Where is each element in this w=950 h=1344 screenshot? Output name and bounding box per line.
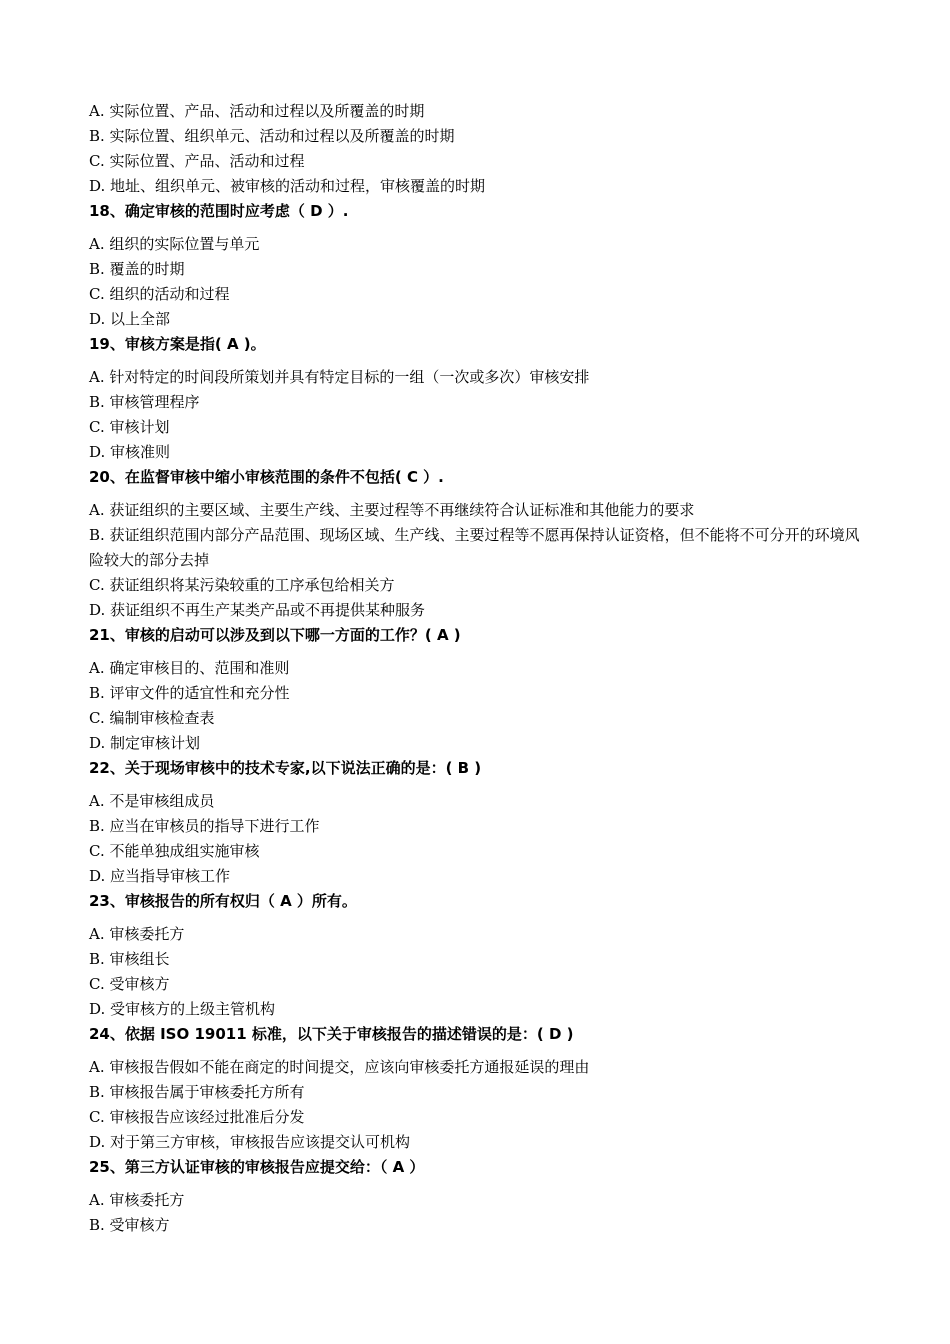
answer-option: B. 评审文件的适宜性和充分性 — [89, 684, 290, 702]
answer-option: C. 编制审核检查表 — [89, 709, 215, 727]
question-heading: 25、第三方认证审核的审核报告应提交给：（ A ） — [89, 1158, 425, 1176]
answer-option: D. 审核准则 — [89, 443, 171, 461]
answer-option: A. 获证组织的主要区域、主要生产线、主要过程等不再继续符合认证标准和其他能力的要求 — [89, 501, 695, 519]
document-page — [89, 99, 869, 1238]
answer-option: C. 审核报告应该经过批准后分发 — [89, 1108, 305, 1126]
question-heading: 23、审核报告的所有权归（ A ）所有。 — [89, 892, 357, 910]
answer-option: A. 组织的实际位置与单元 — [89, 235, 260, 253]
question-heading: 20、在监督审核中缩小审核范围的条件不包括( C ）. — [89, 468, 444, 486]
answer-option: D. 制定审核计划 — [89, 734, 201, 752]
answer-option: C. 受审核方 — [89, 975, 170, 993]
answer-option: B. 审核管理程序 — [89, 393, 200, 411]
answer-option: C. 审核计划 — [89, 418, 170, 436]
question-heading: 21、审核的启动可以涉及到以下哪一方面的工作？( A ) — [89, 626, 461, 644]
answer-option: D. 受审核方的上级主管机构 — [89, 1000, 276, 1018]
question-heading: 24、依据 ISO 19011 标准，以下关于审核报告的描述错误的是：( D ) — [89, 1025, 574, 1043]
answer-option: C. 组织的活动和过程 — [89, 285, 230, 303]
answer-option: C. 不能单独成组实施审核 — [89, 842, 260, 860]
answer-option: A. 审核委托方 — [89, 925, 185, 943]
answer-option: B. 实际位置、组织单元、活动和过程以及所覆盖的时期 — [89, 127, 455, 145]
question-heading: 22、关于现场审核中的技术专家,以下说法正确的是：( B ) — [89, 759, 482, 777]
question-heading: 18、确定审核的范围时应考虑（ D ）. — [89, 202, 349, 220]
answer-option: D. 对于第三方审核，审核报告应该提交认可机构 — [89, 1133, 411, 1151]
answer-option: A. 审核报告假如不能在商定的时间提交，应该向审核委托方通报延误的理由 — [89, 1058, 590, 1076]
answer-option: A. 实际位置、产品、活动和过程以及所覆盖的时期 — [89, 102, 425, 120]
answer-option: D. 以上全部 — [89, 310, 171, 328]
answer-option: B. 受审核方 — [89, 1216, 170, 1234]
answer-option: A. 确定审核目的、范围和准则 — [89, 659, 290, 677]
answer-option: D. 获证组织不再生产某类产品或不再提供某种服务 — [89, 601, 426, 619]
answer-option: A. 不是审核组成员 — [89, 792, 215, 810]
answer-option: C. 获证组织将某污染较重的工序承包给相关方 — [89, 576, 395, 594]
answer-option: D. 地址、组织单元、被审核的活动和过程，审核覆盖的时期 — [89, 177, 486, 195]
answer-option: D. 应当指导审核工作 — [89, 867, 231, 885]
answer-option: A. 审核委托方 — [89, 1191, 185, 1209]
answer-option: B. 获证组织范围内部分产品范围、现场区域、生产线、主要过程等不愿再保持认证资格，但不能将不可分开的环境风险较大的部分去掉 — [89, 526, 860, 569]
answer-option: B. 审核组长 — [89, 950, 170, 968]
answer-option: B. 覆盖的时期 — [89, 260, 185, 278]
answer-option: B. 应当在审核员的指导下进行工作 — [89, 817, 320, 835]
question-heading: 19、审核方案是指( A )。 — [89, 335, 266, 353]
answer-option: A. 针对特定的时间段所策划并具有特定目标的一组（一次或多次）审核安排 — [89, 368, 590, 386]
answer-option: C. 实际位置、产品、活动和过程 — [89, 152, 305, 170]
answer-option: B. 审核报告属于审核委托方所有 — [89, 1083, 305, 1101]
